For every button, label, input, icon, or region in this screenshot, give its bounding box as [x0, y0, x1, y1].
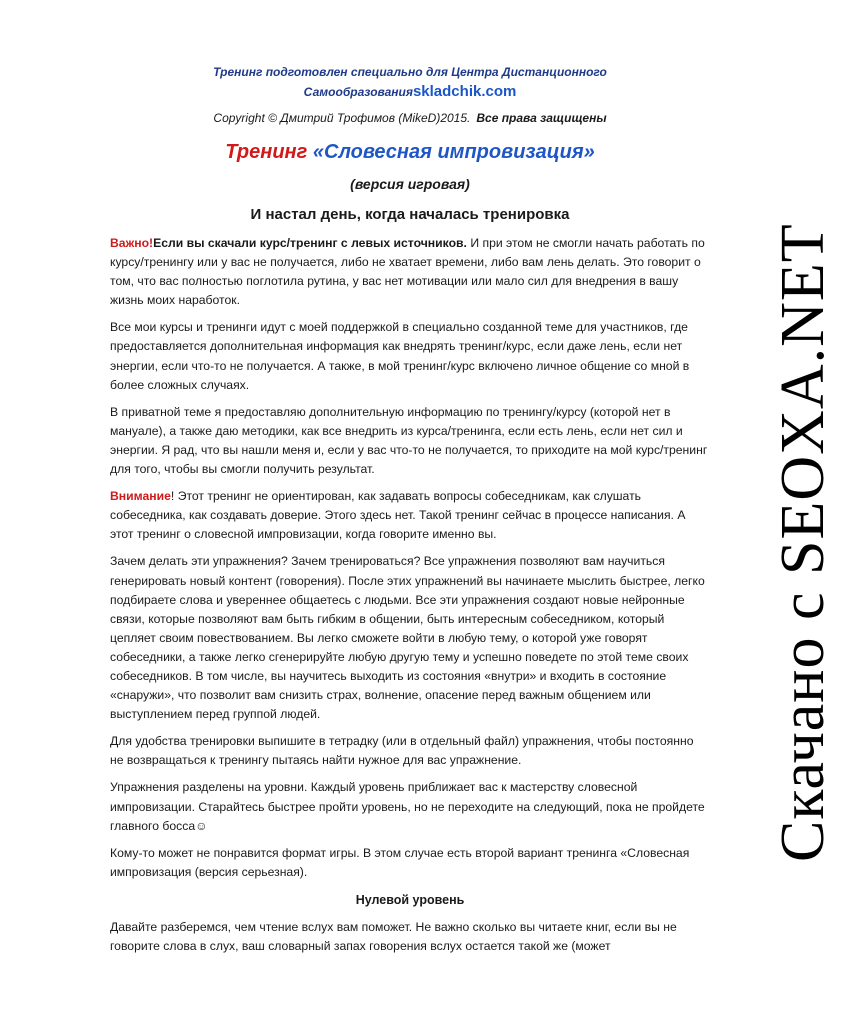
attention-label: Внимание [110, 489, 171, 504]
attention-rest-text: ! Этот тренинг не ориентирован, как задавать вопросы собеседникам, как слушать собеседника, как создавать доверие. Этого здесь нет. Такой тренинг сейчас в процессе написания. А этот тренинг о словесной импровизации, когда говорите именно вы. [110, 489, 686, 542]
header-line-2-text: Самообразования [303, 85, 413, 99]
copyright-line [110, 108, 710, 128]
paragraph-private-topic: В приватной теме я предоставляю дополнительную информацию по тренингу/курсу (которой нет в мануале), а также даю методики, как все внедрить из курса/тренинга, если есть лень, если нет сил и энергии. Я рад, что вы нашли меня и, если у вас что-то не получается, то приходите на мой курс/тренинг для того, чтобы вы смогли получить результат. [110, 404, 708, 477]
copyright-text: Copyright © Дмитрий Трофимов (MikeD)2015. [213, 111, 471, 125]
important-label: Важно! [110, 236, 154, 250]
title-part-1: Тренинг [225, 141, 308, 163]
document-subtitle: (версия игровая) [350, 176, 470, 192]
level-heading: Нулевой уровень [355, 892, 465, 907]
paragraph-convenience: Для удобства тренировки выпишите в тетрадку (или в отдельный файл) упражнения, чтобы постоянно не возвращаться к тренингу пытаясь найти нужное для вас упражнение. [110, 734, 694, 768]
title-part-2: «Словесная импровизация» [312, 141, 595, 163]
section-heading: И настал день, когда началась тренировка [250, 206, 570, 223]
watermark [680, 150, 837, 870]
header-line-2 [110, 82, 710, 102]
document-content [110, 62, 710, 956]
important-bold-text: Если вы скачали курс/тренинг с левых источников. [153, 236, 467, 250]
paragraph-levels: Упражнения разделены на уровни. Каждый уровень приближает вас к мастерству словесной импровизации. Старайтесь быстрее пройти уровень, но не переходите на следующий, пока не пройдете главного босса☺ [110, 780, 705, 833]
paragraph-format: Кому-то может не понравится формат игры. В этом случае есть второй вариант тренинга «Словесная импровизация (версия серьезная). [110, 845, 690, 879]
header-line-1: Тренинг подготовлен специально для Центра Дистанционного [213, 65, 607, 79]
paragraph-attention [110, 487, 710, 544]
paragraph-reading-aloud: Давайте разберемся, чем чтение вслух вам поможет. Не важно сколько вы читаете книг, если вы не говорите слова в слух, ваш словарный запах говорения вслух остается такой же (может [110, 919, 677, 953]
rights-text: Все права защищены [476, 111, 607, 125]
watermark-text: Скачано с SEOXA.NET [769, 223, 837, 862]
site-link[interactable]: skladchik.com [412, 83, 517, 100]
paragraph-why-exercises: Зачем делать эти упражнения? Зачем тренироваться? Все упражнения позволяют вам научиться генерировать новый контент (говорения). После этих упражнений вы начинаете мыслить быстрее, легко подбираете слова и увереннее общаетесь с людьми. Все эти упражнения создают новые нейронные связи, которые позволяют вам быть гибким в общении, быть интересным собеседником, который цепляет своим повествованием. Вы легко сможете войти в любую тему, о которой уже говорят собеседники, а также легко сгенерируйте любую другую тему и успешно поведете по этой теме своих собеседников. В том числе, вы научитесь выходить из состояния «внутри» и входить в состояние «снаружи», что позволит вам снизить страх, волнение, опасение перед важным общением или выступлением перед группой людей. [110, 554, 705, 722]
important-rest-text: И при этом не смогли начать работать по курсу/тренингу или у вас не получается, либо не хватает времени, либо вам лень делать. Это говорит о том, что вас полностью поглотила рутина, у вас нет мотивации или мало сил для внедрения в вашу жизнь моих наработок. [110, 236, 705, 308]
paragraph-important [110, 234, 710, 310]
paragraph-support: Все мои курсы и тренинги идут с моей поддержкой в специально созданной теме для участников, где предоставляется дополнительная информация как внедрять тренинг/курс, если даже лень, если нет энергии, если что-то не получается. А также, в мой тренинг/курс включено личное общение со мной в более сложных случаях. [110, 320, 690, 392]
document-title [110, 138, 710, 166]
